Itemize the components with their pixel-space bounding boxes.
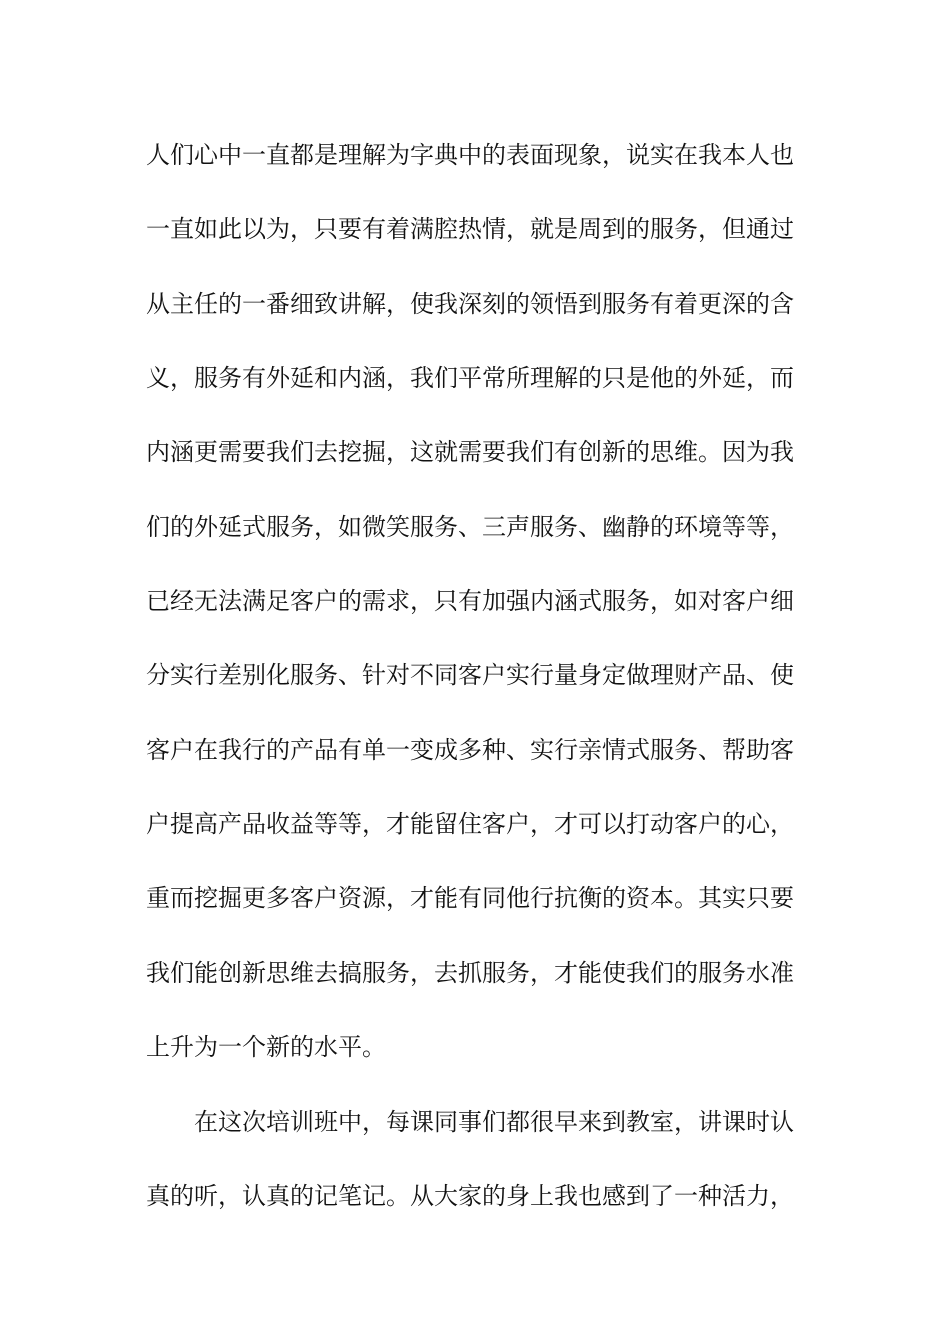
text-line: 在这次培训班中，每课同事们都很早来到教室，讲课时认: [194, 1108, 794, 1136]
text-line: 从主任的一番细致讲解，使我深刻的领悟到服务有着更深的含: [146, 290, 794, 318]
text-line: 内涵更需要我们去挖掘，这就需要我们有创新的思维。因为我: [146, 438, 794, 466]
text-line: 们的外延式服务，如微笑服务、三声服务、幽静的环境等等，: [146, 513, 794, 541]
text-line: 户提高产品收益等等，才能留住客户，才可以打动客户的心，: [146, 810, 794, 838]
text-line: 客户在我行的产品有单一变成多种、实行亲情式服务、帮助客: [146, 736, 794, 764]
text-line: 真的听，认真的记笔记。从大家的身上我也感到了一种活力，: [146, 1182, 794, 1210]
text-line: 已经无法满足客户的需求，只有加强内涵式服务，如对客户细: [146, 587, 794, 615]
text-line: 上升为一个新的水平。: [146, 1033, 386, 1061]
text-line: 我们能创新思维去搞服务，去抓服务，才能使我们的服务水准: [146, 959, 794, 987]
text-line: 分实行差别化服务、针对不同客户实行量身定做理财产品、使: [146, 661, 794, 689]
text-line: 义，服务有外延和内涵，我们平常所理解的只是他的外延，而: [146, 364, 794, 392]
text-line: 重而挖掘更多客户资源，才能有同他行抗衡的资本。其实只要: [146, 884, 794, 912]
text-line: 人们心中一直都是理解为字典中的表面现象，说实在我本人也: [146, 141, 794, 169]
text-line: 一直如此以为，只要有着满腔热情，就是周到的服务，但通过: [146, 215, 794, 243]
